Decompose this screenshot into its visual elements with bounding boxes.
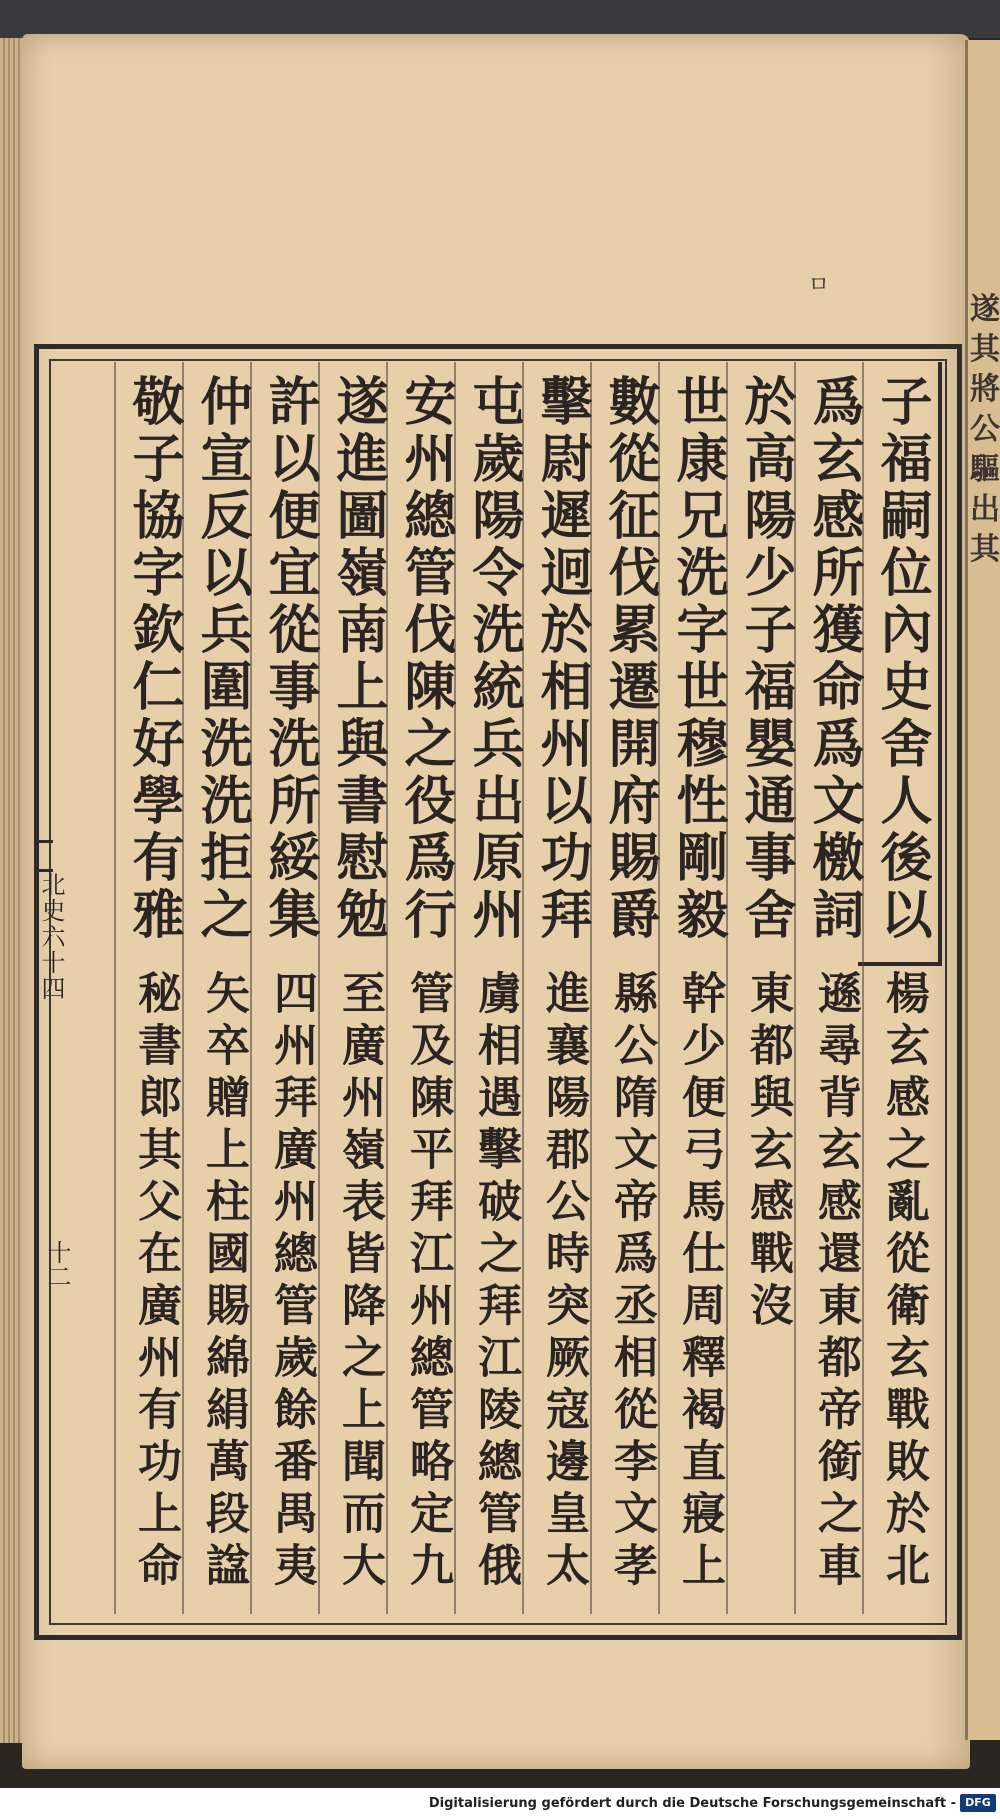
text-column: 於高陽少子福嬰通事舍 <box>735 374 796 944</box>
text-column-lower: 遜尋背玄感還東都帝銜之車 <box>810 970 861 1594</box>
text-column-lower: 縣公隋文帝爲丞相從李文孝 <box>606 970 657 1594</box>
text-column: 遂進圖嶺南上與書慰勉 <box>327 374 388 944</box>
fold-bracket <box>34 840 53 872</box>
text-column-lower: 東都與玄感戰沒 <box>742 970 793 1334</box>
next-page-text: 遂其將公驅出其 <box>970 292 1000 567</box>
text-column: 子福嗣位內史舍人後以 <box>871 374 932 944</box>
text-column: 許以便宜從事洗所綏集 <box>259 374 320 944</box>
dfg-logo-icon[interactable]: DFG <box>960 1794 996 1812</box>
next-page-edge <box>965 40 1000 1740</box>
fold-page-number: 十二 <box>43 1240 71 1288</box>
text-column: 數從征伐累遷開府賜爵 <box>599 374 660 944</box>
text-column-lower: 進襄陽郡公時突厥寇邊皇太 <box>538 970 589 1594</box>
text-column-lower: 虜相遇擊破之拜江陵總管俄 <box>470 970 521 1594</box>
footer-credit: Digitalisierung gefördert durch die Deutsche Forschungsgemeinschaft - <box>428 1796 956 1811</box>
text-column: 擊尉遲迥於相州以功拜 <box>531 374 592 944</box>
text-column-lower: 四州拜廣州總管歲餘番禺夷 <box>266 970 317 1594</box>
text-column-lower: 秘書郎其父在廣州有功上命 <box>130 970 181 1594</box>
text-column: 敬子協字欽仁好學有雅 <box>123 374 184 944</box>
text-column-lower: 至廣州嶺表皆降之上聞而大 <box>334 970 385 1594</box>
column-rule <box>114 362 116 1614</box>
text-column: 屯歲陽令洗統兵出原州 <box>463 374 524 944</box>
text-column-lower: 幹少便弓馬仕周釋褐直寢上 <box>674 970 725 1594</box>
text-column-lower: 管及陳平拜江州總管略定九 <box>402 970 453 1594</box>
text-column-lower: 楊玄感之亂從衛玄戰敗於北 <box>878 970 929 1594</box>
viewer-top-bar <box>0 0 1000 38</box>
text-column-lower: 矢卒贈上柱國賜綿絹萬段諡 <box>198 970 249 1594</box>
text-column: 仲宣反以兵圍洗洗拒之 <box>191 374 252 944</box>
fold-title: 北史六十四 <box>37 872 65 1002</box>
text-column: 世康兄洗字世穆性剛毅 <box>667 374 728 944</box>
text-column: 爲玄感所獲命爲文檄詞 <box>803 374 864 944</box>
page-mark: ㅁ <box>808 273 830 298</box>
text-column: 安州總管伐陳之役爲行 <box>395 374 456 944</box>
